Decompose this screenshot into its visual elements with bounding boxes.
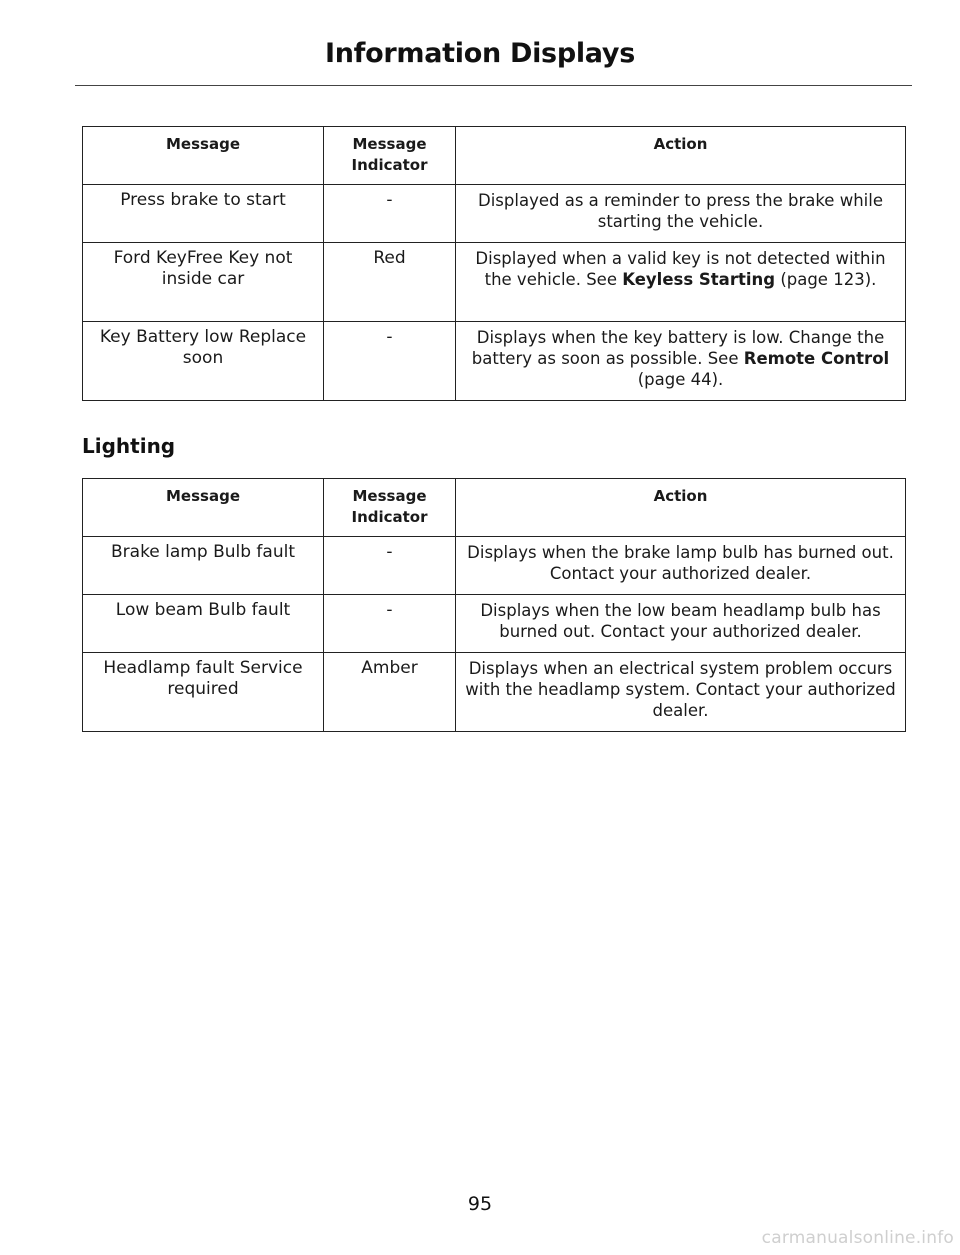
table-row [83, 185, 906, 243]
indicator-cell: - [324, 595, 456, 653]
message-cell: Key Battery low Replace soon [83, 322, 324, 401]
table-row [83, 595, 906, 653]
indicator-cell: Amber [324, 653, 456, 732]
column-header-indicator: Message Indicator [324, 127, 456, 185]
cross-reference-link[interactable]: Remote Control [743, 349, 890, 368]
message-table-keys [82, 126, 906, 401]
page-number: 95 [467, 1193, 493, 1215]
table-row [83, 537, 906, 595]
table-row [83, 243, 906, 322]
message-cell: Press brake to start [83, 185, 324, 243]
see-label: See [707, 349, 739, 368]
indicator-cell: Red [324, 243, 456, 322]
column-header-action: Action [456, 127, 906, 185]
section-title-lighting: Lighting [82, 434, 176, 458]
message-cell: Brake lamp Bulb fault [83, 537, 324, 595]
see-label: See [586, 270, 617, 289]
column-header-message: Message [83, 127, 324, 185]
message-cell: Headlamp fault Service required [83, 653, 324, 732]
message-table-lighting [82, 478, 906, 732]
action-cell: Displayed when a valid key is not detected within the vehicle. See Keyless Starting (page 123). [456, 243, 906, 322]
table-header-row [83, 479, 906, 537]
indicator-cell: - [324, 537, 456, 595]
action-cell: Displays when an electrical system problem occurs with the headlamp system. Contact your authorized dealer. [456, 653, 906, 732]
action-cell: Displays when the low beam headlamp bulb has burned out. Contact your authorized dealer. [456, 595, 906, 653]
table-row [83, 653, 906, 732]
action-cell: Displays when the key battery is low. Change the battery as soon as possible. See Remote Control (page 44). [456, 322, 906, 401]
cross-reference-link[interactable]: Keyless Starting [622, 270, 776, 289]
page-title: Information Displays [325, 38, 635, 69]
header-divider [75, 85, 912, 86]
column-header-indicator: Message Indicator [324, 479, 456, 537]
column-header-action: Action [456, 479, 906, 537]
indicator-cell: - [324, 185, 456, 243]
reference-page: (page 44). [637, 370, 724, 389]
reference-page: (page 123). [780, 270, 877, 289]
indicator-cell: - [324, 322, 456, 401]
action-cell: Displays when the brake lamp bulb has burned out. Contact your authorized dealer. [456, 537, 906, 595]
message-cell: Ford KeyFree Key not inside car [83, 243, 324, 322]
message-cell: Low beam Bulb fault [83, 595, 324, 653]
watermark: carmanualsonline.info [761, 1228, 954, 1248]
column-header-message: Message [83, 479, 324, 537]
action-cell: Displayed as a reminder to press the brake while starting the vehicle. [456, 185, 906, 243]
table-row [83, 322, 906, 401]
table-header-row [83, 127, 906, 185]
